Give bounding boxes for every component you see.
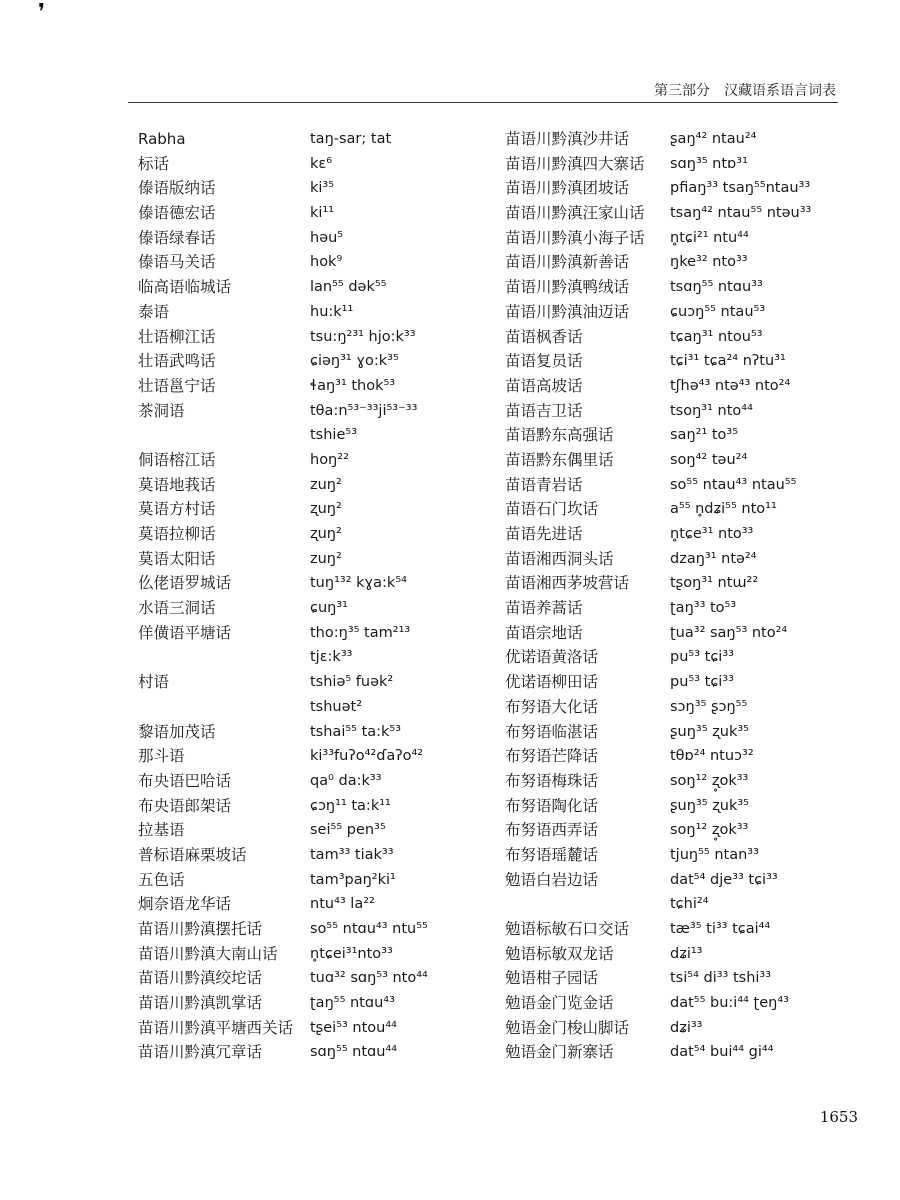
language-name: 苗语川黔滇平塘西关话 bbox=[138, 1018, 294, 1037]
phonetic-form: sɑŋ⁵⁵ ntɑu⁴⁴ bbox=[310, 1044, 398, 1061]
phonetic-form: tam³paŋ²ki¹ bbox=[310, 871, 396, 888]
language-name: 苗语川黔滇小海子话 bbox=[505, 228, 645, 247]
phonetic-form: tʂei⁵³ ntou⁴⁴ bbox=[310, 1019, 397, 1036]
phonetic-form: tsaŋ⁴² ntau⁵⁵ ntəu³³ bbox=[670, 205, 812, 222]
language-name: 傣语绿春话 bbox=[138, 228, 216, 247]
language-name: 苗语川黔滇绞坨话 bbox=[138, 969, 263, 988]
phonetic-form: tshiə⁵ fuək² bbox=[310, 674, 394, 691]
language-name: 布央语巴哈话 bbox=[138, 771, 232, 790]
phonetic-form: tshie⁵³ bbox=[310, 427, 358, 444]
phonetic-form: qa⁰ da:k³³ bbox=[310, 772, 382, 789]
language-name: 苗语养蒿话 bbox=[505, 599, 583, 618]
language-name: 苗语川黔滇冗章话 bbox=[138, 1043, 263, 1062]
language-name: 拉基语 bbox=[138, 821, 185, 840]
language-name: 布努语瑶麓话 bbox=[505, 845, 599, 864]
language-name: 五色话 bbox=[138, 870, 185, 889]
language-name: 普标语麻栗坡话 bbox=[138, 845, 247, 864]
language-name: 苗语石门坎话 bbox=[505, 500, 599, 519]
language-name: 壮语邕宁话 bbox=[138, 376, 216, 395]
language-name: 苗语川黔滇油迈话 bbox=[505, 302, 630, 321]
phonetic-form: tho:ŋ³⁵ tam²¹³ bbox=[310, 624, 411, 641]
phonetic-form: tsu:ŋ²³¹ hjo:k³³ bbox=[310, 328, 416, 345]
phonetic-form: taŋ-sar; tat bbox=[310, 131, 392, 147]
page-number: 1653 bbox=[819, 1108, 858, 1126]
phonetic-form: soŋ⁴² təu²⁴ bbox=[670, 451, 748, 468]
phonetic-form: hu:k¹¹ bbox=[310, 303, 354, 320]
language-name: 那斗语 bbox=[138, 747, 185, 766]
phonetic-form: tam³³ tiak³³ bbox=[310, 846, 394, 863]
running-header bbox=[128, 72, 838, 103]
phonetic-form: tsoŋ³¹ nto⁴⁴ bbox=[670, 402, 753, 419]
language-name: 村语 bbox=[138, 673, 170, 692]
phonetic-form: hoŋ²² bbox=[310, 451, 349, 468]
phonetic-form: soŋ¹² ʐ̥ok³³ bbox=[670, 772, 749, 789]
language-name: 勉语金门梭山脚话 bbox=[505, 1018, 630, 1037]
phonetic-form: tjuŋ⁵⁵ ntan³³ bbox=[670, 846, 759, 863]
phonetic-form: ʐuŋ² bbox=[310, 526, 342, 542]
phonetic-form: həu⁵ bbox=[310, 229, 344, 246]
language-name: 勉语金门览金话 bbox=[505, 994, 614, 1013]
phonetic-form: ʂaŋ⁴² ntau²⁴ bbox=[670, 131, 757, 147]
phonetic-form: pfiaŋ³³ tsaŋ⁵⁵ntau³³ bbox=[670, 180, 811, 197]
phonetic-form: dat⁵⁵ bu:i⁴⁴ ʈeŋ⁴³ bbox=[670, 995, 789, 1012]
phonetic-form: saŋ²¹ to³⁵ bbox=[670, 427, 739, 444]
phonetic-form: soŋ¹² ʐ̥ok³³ bbox=[670, 822, 749, 839]
language-name: 莫语太阳话 bbox=[138, 549, 216, 568]
phonetic-form: ʈaŋ³³ to⁵³ bbox=[670, 600, 737, 617]
language-name: 苗语川黔滇鸭绒话 bbox=[505, 278, 630, 297]
phonetic-form: tɕi³¹ tɕa²⁴ nʔtu³¹ bbox=[670, 353, 786, 370]
phonetic-form: so⁵⁵ ntɑu⁴³ ntu⁵⁵ bbox=[310, 921, 428, 937]
phonetic-form: tθɒ²⁴ ntuɔ³² bbox=[670, 748, 754, 765]
language-name: 苗语枫香话 bbox=[505, 327, 583, 346]
language-name: 布努语大化话 bbox=[505, 697, 599, 716]
phonetic-form: zuŋ² bbox=[310, 476, 342, 493]
language-name: 布努语芒降话 bbox=[505, 747, 599, 766]
phonetic-form: tsi⁵⁴ di³³ tshi³³ bbox=[670, 970, 772, 987]
language-name: 壮语柳江话 bbox=[138, 327, 216, 346]
phonetic-form: tθa:n⁵³⁻³³ji⁵³⁻³³ bbox=[310, 402, 418, 419]
language-name: 苗语复员话 bbox=[505, 352, 583, 371]
language-name: 炯奈语龙华话 bbox=[138, 895, 232, 914]
language-name: 苗语青岩话 bbox=[505, 475, 583, 494]
phonetic-form: n̥tɕi²¹ ntu⁴⁴ bbox=[670, 229, 749, 246]
language-name: 水语三洞话 bbox=[138, 599, 216, 618]
language-name: 勉语金门新寨话 bbox=[505, 1043, 614, 1062]
language-name: 勉语白岩边话 bbox=[505, 870, 599, 889]
phonetic-form: ʐuŋ² bbox=[310, 501, 342, 518]
language-name: 苗语川黔滇汪家山话 bbox=[505, 204, 645, 223]
language-name: 苗语川黔滇四大寨话 bbox=[505, 154, 645, 173]
phonetic-form: ntu⁴³ la²² bbox=[310, 896, 375, 913]
phonetic-form: tshuət² bbox=[310, 698, 363, 715]
language-name: 莫语方村话 bbox=[138, 500, 216, 519]
language-name: Rabha bbox=[138, 130, 186, 148]
phonetic-form: ʈua³² saŋ⁵³ nto²⁴ bbox=[670, 624, 788, 641]
language-name: 苗语川黔滇新善话 bbox=[505, 253, 630, 272]
phonetic-form: zuŋ² bbox=[310, 550, 342, 567]
language-name: 莫语地莪话 bbox=[138, 475, 216, 494]
phonetic-form: tɕaŋ³¹ ntou⁵³ bbox=[670, 328, 763, 345]
phonetic-form: ŋke³² nto³³ bbox=[670, 254, 748, 271]
phonetic-form: dzaŋ³¹ ntə²⁴ bbox=[670, 550, 757, 567]
phonetic-form: tʂoŋ³¹ ntɯ²² bbox=[670, 575, 759, 592]
phonetic-form: pu⁵³ tɕi³³ bbox=[670, 674, 734, 691]
language-name: 佯僙语平塘话 bbox=[138, 623, 232, 642]
phonetic-form: n̥tɕe³¹ nto³³ bbox=[670, 526, 754, 542]
phonetic-form: ɕuŋ³¹ bbox=[310, 600, 348, 617]
phonetic-form: sei⁵⁵ pen³⁵ bbox=[310, 822, 386, 839]
phonetic-form: tɕhi²⁴ bbox=[670, 896, 709, 913]
phonetic-form: sɑŋ³⁵ ntɒ³¹ bbox=[670, 155, 748, 172]
phonetic-form: so⁵⁵ ntau⁴³ ntau⁵⁵ bbox=[670, 476, 797, 493]
language-name: 苗语吉卫话 bbox=[505, 401, 583, 420]
phonetic-form: n̥tɕei³¹nto³³ bbox=[310, 945, 393, 962]
phonetic-form: hok⁹ bbox=[310, 254, 343, 271]
phonetic-form: ki¹¹ bbox=[310, 205, 335, 222]
language-name: 苗语黔东高强话 bbox=[505, 426, 614, 445]
phonetic-form: tuŋ¹³² kɣa:k⁵⁴ bbox=[310, 575, 407, 592]
language-name: 苗语湘西洞头话 bbox=[505, 549, 614, 568]
language-name: 傣语马关话 bbox=[138, 253, 216, 272]
phonetic-form: ɕiəŋ³¹ ɣo:k³⁵ bbox=[310, 353, 399, 370]
phonetic-form: kɛ⁶ bbox=[310, 155, 333, 172]
language-name: 侗语榕江话 bbox=[138, 450, 216, 469]
language-name: 标话 bbox=[138, 154, 170, 173]
language-name: 苗语黔东偶里话 bbox=[505, 450, 614, 469]
phonetic-form: tjɛ:k³³ bbox=[310, 649, 353, 666]
language-name: 勉语标敏石口交话 bbox=[505, 920, 630, 938]
phonetic-form: dʑi³³ bbox=[670, 1019, 703, 1036]
language-name: 苗语川黔滇团坡话 bbox=[505, 179, 630, 198]
phonetic-form: tʃhə⁴³ ntə⁴³ nto²⁴ bbox=[670, 377, 791, 394]
language-name: 布央语郎架话 bbox=[138, 796, 232, 815]
language-name: 布努语梅珠话 bbox=[505, 771, 599, 790]
language-name: 茶洞语 bbox=[138, 401, 185, 420]
phonetic-form: dat⁵⁴ dje³³ tɕi³³ bbox=[670, 871, 778, 888]
phonetic-form: ʈaŋ⁵⁵ ntɑu⁴³ bbox=[310, 995, 395, 1012]
language-name: 傣语德宏话 bbox=[138, 204, 216, 223]
phonetic-form: pu⁵³ tɕi³³ bbox=[670, 649, 734, 666]
phonetic-form: ɕuɔŋ⁵⁵ ntau⁵³ bbox=[670, 303, 766, 320]
language-name: 苗语湘西茅坡营话 bbox=[505, 574, 630, 593]
language-name: 优诺语黄洛话 bbox=[505, 648, 599, 667]
phonetic-form: ɕɔŋ¹¹ ta:k¹¹ bbox=[310, 797, 391, 814]
language-name: 苗语高坡话 bbox=[505, 376, 583, 395]
language-name: 壮语武鸣话 bbox=[138, 352, 216, 371]
language-name: 苗语宗地话 bbox=[505, 623, 583, 642]
language-name: 布努语西弄话 bbox=[505, 821, 599, 840]
language-name: 勉语柑子园话 bbox=[505, 969, 599, 988]
phonetic-form: dʑi¹³ bbox=[670, 945, 703, 962]
header-title: 第三部分 汉藏语系语言词表 bbox=[654, 83, 836, 99]
language-name: 勉语标敏双龙话 bbox=[505, 944, 614, 963]
phonetic-form: ʂuŋ³⁵ ʐuk³⁵ bbox=[670, 797, 749, 814]
phonetic-form: dat⁵⁴ bui⁴⁴ gi⁴⁴ bbox=[670, 1044, 774, 1061]
phonetic-form: tuɑ³² sɑŋ⁵³ nto⁴⁴ bbox=[310, 970, 428, 987]
corner-tick-mark: ❜ bbox=[38, 0, 46, 25]
language-name: 苗语川黔滇凯掌话 bbox=[138, 994, 263, 1013]
language-name: 苗语先进话 bbox=[505, 525, 583, 543]
phonetic-form: lan⁵⁵ dək⁵⁵ bbox=[310, 279, 387, 296]
language-name: 布努语陶化话 bbox=[505, 796, 599, 815]
language-name: 傣语版纳话 bbox=[138, 179, 216, 198]
language-name: 仫佬语罗城话 bbox=[138, 574, 232, 593]
phonetic-form: tsɑŋ⁵⁵ ntɑu³³ bbox=[670, 279, 763, 296]
language-name: 苗语川黔滇大南山话 bbox=[138, 944, 278, 963]
language-name: 泰语 bbox=[138, 302, 170, 321]
language-name: 莫语拉柳话 bbox=[138, 525, 216, 543]
language-name: 苗语川黔滇沙井话 bbox=[505, 130, 630, 148]
language-name: 黎语加茂话 bbox=[138, 722, 216, 741]
phonetic-form: sɔŋ³⁵ ʂɔŋ⁵⁵ bbox=[670, 698, 748, 715]
language-name: 苗语川黔滇摆托话 bbox=[138, 920, 263, 938]
phonetic-form: ɬaŋ³¹ thok⁵³ bbox=[310, 377, 396, 394]
phonetic-form: tæ³⁵ ti³³ tɕai⁴⁴ bbox=[670, 921, 771, 937]
phonetic-form: a⁵⁵ n̥dʑi⁵⁵ nto¹¹ bbox=[670, 501, 777, 518]
language-name: 布努语临湛话 bbox=[505, 722, 599, 741]
phonetic-form: ki³⁵ bbox=[310, 180, 335, 197]
language-name: 临高语临城话 bbox=[138, 278, 232, 297]
phonetic-form: ki³³fuʔo⁴²ɗaʔo⁴² bbox=[310, 748, 424, 765]
language-name: 优诺语柳田话 bbox=[505, 673, 599, 692]
phonetic-form: tshai⁵⁵ ta:k⁵³ bbox=[310, 723, 402, 740]
phonetic-form: ʂuŋ³⁵ ʐuk³⁵ bbox=[670, 723, 749, 740]
